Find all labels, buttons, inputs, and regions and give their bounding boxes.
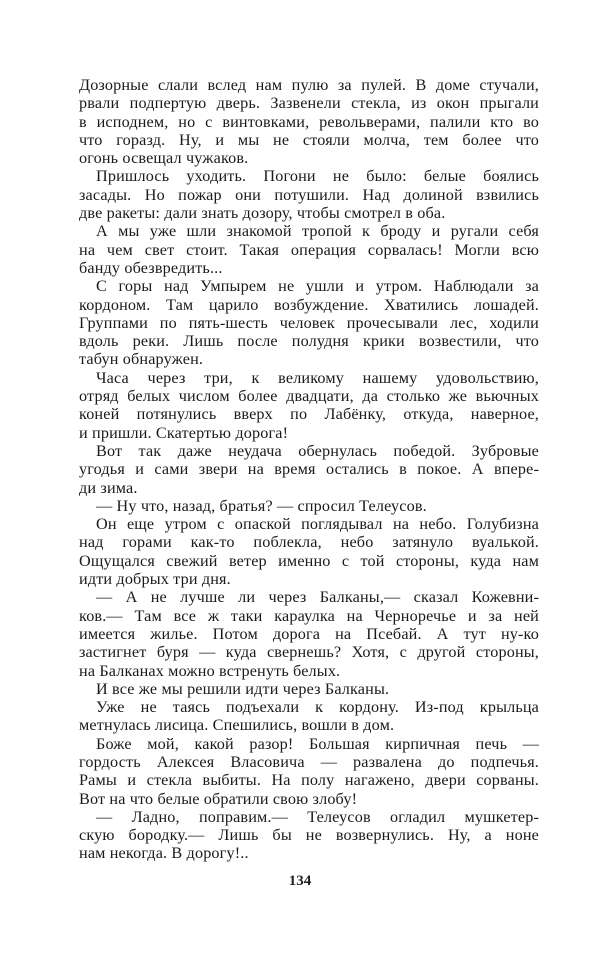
text-line: нам некогда. В дорогу!.. (79, 844, 249, 863)
text-line: ди зима. (79, 478, 138, 497)
text-line: Дозорные слали вслед нам пулю за пулей. В доме стучали, (79, 76, 539, 94)
text-line: вдоль реки. Лишь после полудня крики возвестили, что (79, 332, 539, 351)
text-line: угодья и сами звери на время остались в покое. А впере- (79, 460, 539, 479)
paragraph (79, 698, 539, 735)
paragraph (79, 76, 539, 167)
text-line: — Ну что, назад, братья? — спросил Телеусов. (96, 496, 427, 515)
text-line: Группами по пять-шесть человек прочесывали лес, ходили (79, 313, 539, 332)
text-line: огонь освещал чужаков. (79, 149, 249, 168)
text-line: гордость Алексея Власовича — развалена до подпечья. (79, 752, 539, 771)
text-line: две ракеты: дали знать дозору, чтобы смотрел в оба. (79, 204, 446, 223)
paragraph (79, 369, 539, 442)
text-line: табун обнаружен. (79, 350, 204, 369)
text-line: что горазд. Ну, и мы не стояли молча, тем более что (79, 130, 539, 149)
book-page-text (79, 76, 539, 863)
paragraph (79, 735, 539, 808)
text-line: отряд белых числом более двадцати, да столько же вьючных (79, 387, 539, 406)
text-line: И все же мы решили идти через Балканы. (96, 679, 390, 698)
paragraph (79, 167, 539, 222)
paragraph (79, 588, 539, 679)
paragraph (79, 680, 539, 698)
text-line: С горы над Умпырем не ушли и утром. Наблюдали за (96, 277, 539, 296)
text-line: — А не лучше ли через Балканы,— сказал Кожевни- (96, 588, 539, 607)
text-line: засады. Но пожар они потушили. Над долиной взвились (79, 185, 539, 204)
page-number: 134 (288, 873, 312, 889)
paragraph (79, 515, 539, 588)
text-line: Рамы и стекла выбиты. На полу нагажено, двери сорваны. (79, 771, 539, 790)
text-line: Он еще утром с опаской поглядывал на небо. Голубизна (96, 515, 539, 534)
paragraph (79, 808, 539, 863)
text-line: на Балканах можно встренуть белых. (79, 661, 341, 680)
paragraph (79, 442, 539, 497)
paragraph (79, 497, 539, 515)
text-line: над горами как-то поблекла, небо затянуло вуалькой. (79, 533, 539, 552)
text-line: скую бородку.— Лишь бы не возвернулись. Ну, а ноне (79, 826, 539, 845)
text-line: Боже мой, какой разор! Большая кирпичная печь — (96, 734, 539, 753)
paragraph (79, 277, 539, 368)
text-line: Вот на что белые обратили свою злобу! (79, 789, 358, 808)
text-line: Часа через три, к великому нашему удовольствию, (96, 368, 539, 387)
text-line: Вот так даже неудача обернулась победой. Зубровые (96, 441, 539, 460)
text-line: А мы уже шли знакомой тропой к броду и ругали себя (96, 222, 539, 241)
text-line: Ощущался свежий ветер именно с той стороны, куда нам (79, 551, 539, 570)
text-line: кордоном. Там царило возбуждение. Хватились лошадей. (79, 295, 539, 314)
text-line: застигнет буря — куда свернешь? Хотя, с другой стороны, (79, 643, 539, 662)
text-line: метнулась лисица. Спешились, вошли в дом. (79, 716, 395, 735)
text-line: и пришли. Скатертью дорога! (79, 423, 289, 442)
text-line: на чем свет стоит. Такая операция сорвалась! Могли всю (79, 240, 539, 259)
text-line: рвали подпертую дверь. Зазвенели стекла, из окон прыгали (79, 94, 539, 113)
text-line: Уже не таясь подъехали к кордону. Из-под крыльца (96, 698, 539, 717)
text-line: в исподнем, но с винтовками, револьверами, палили кто во (79, 112, 539, 131)
text-line: имеется жилье. Потом дорога на Псебай. А тут ну-ко (79, 624, 539, 643)
text-line: банду обезвредить... (79, 258, 223, 277)
text-line: ков.— Там все ж таки караулка на Черноречье и за ней (79, 606, 539, 625)
text-line: — Ладно, поправим.— Телеусов огладил мушкетер- (96, 807, 539, 826)
text-line: идти добрых три дня. (79, 570, 231, 589)
text-line: Пришлось уходить. Погони не было: белые боялись (96, 167, 539, 186)
text-line: коней потянулись вверх по Лабёнку, откуда, наверное, (79, 405, 539, 424)
paragraph (79, 222, 539, 277)
